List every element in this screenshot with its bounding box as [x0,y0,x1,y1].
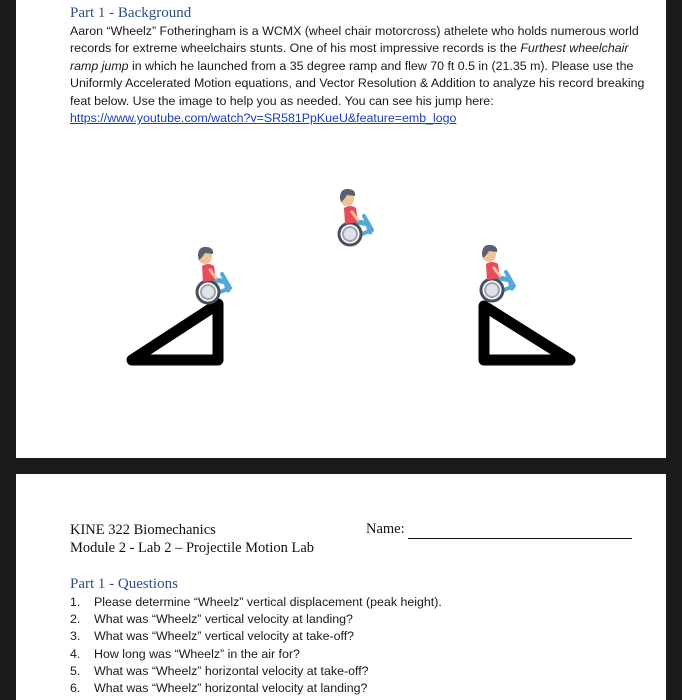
question-item: 6. What was “Wheelz” horizontal velocity at landing? [70,681,368,696]
takeoff-rider-icon [197,247,230,303]
question-item: 4. How long was “Wheelz” in the air for? [70,646,300,661]
document-page-2 [16,474,666,700]
module-title: Module 2 - Lab 2 – Projectile Motion Lab [70,540,315,556]
name-field-line[interactable] [408,538,632,539]
document-page-1 [16,0,666,458]
background-heading: Part 1 - Background [70,5,192,21]
question-item: 2. What was “Wheelz” vertical velocity at landing? [70,612,353,627]
course-header [70,521,314,557]
name-label: Name: [366,521,405,537]
paragraph-italic: Furthest wheelchair ramp jump [70,41,629,73]
landing-rider-icon [481,245,514,301]
question-item: 1. Please determine “Wheelz” vertical displacement (peak height). [70,595,442,609]
right-ramp-icon [484,306,570,360]
paragraph-text-2: in which he launched from a 35 degree ramp and flew 70 ft 0.5 in (21.35 m). Please use the Uniformly Accelerated Motion equations, and Vector Resolution & Addition to analyze his record breaking feat below. Use the image to help you as needed. You can see his jump here: [70,58,645,108]
youtube-link[interactable]: https://www.youtube.com/watch?v=SR581PpKueU&feature=emb_logo [70,111,457,126]
question-item: 5. What was “Wheelz” horizontal velocity at take-off? [70,663,369,678]
questions-list [70,594,442,697]
questions-heading: Part 1 - Questions [70,576,178,592]
jump-figure [16,0,666,458]
paragraph-text-1: Aaron “Wheelz” Fotheringham is a WCMX (wheel chair motorcross) athelete who holds numerous world records for extreme wheelchairs stunts. One of his most impressive records is the [70,24,639,56]
question-item: 3. What was “Wheelz” vertical velocity at take-off? [70,629,355,644]
left-ramp-icon [132,304,218,360]
airborne-rider-icon [339,189,372,245]
course-title: KINE 322 Biomechanics [70,522,216,538]
